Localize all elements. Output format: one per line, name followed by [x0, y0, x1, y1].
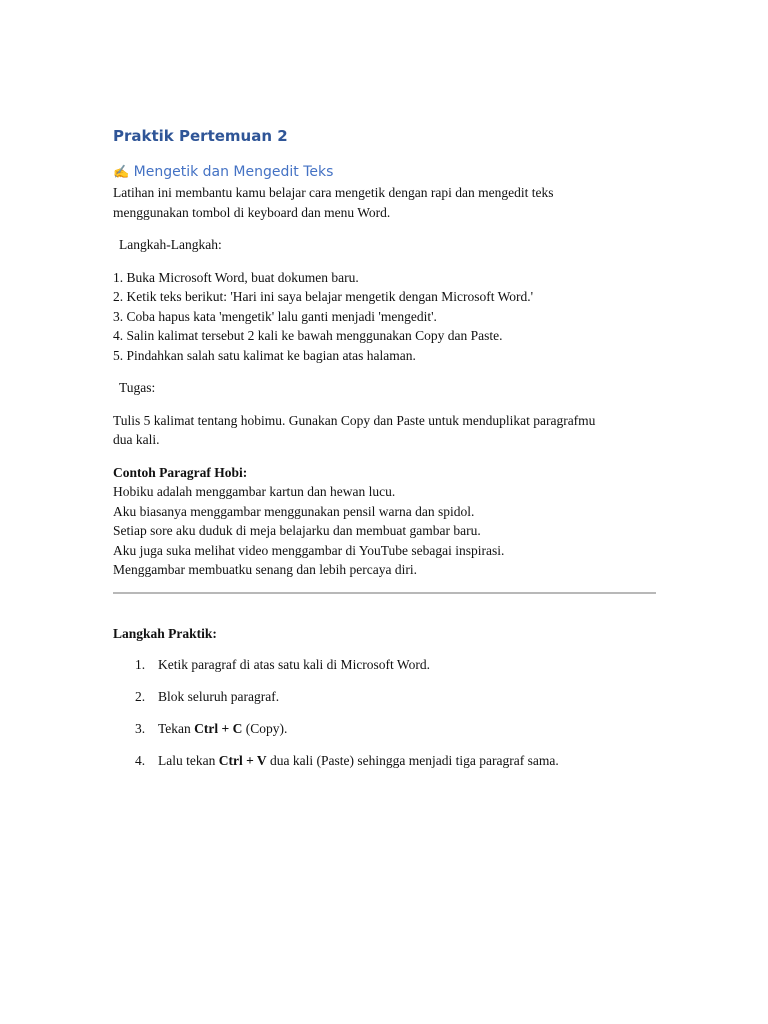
practice-step: [113, 751, 656, 783]
task-line-1: Tulis 5 kalimat tentang hobimu. Gunakan Copy dan Paste untuk menduplikat paragrafmu: [113, 412, 596, 428]
writing-hand-icon: ✍️: [113, 165, 130, 180]
steps-label: Langkah-Langkah:: [119, 237, 222, 252]
step-item: 5. Pindahkan salah satu kalimat ke bagian atas halaman.: [113, 347, 416, 363]
step-item: 1. Buka Microsoft Word, buat dokumen baru.: [113, 269, 359, 285]
intro-line-2: menggunakan tombol di keyboard dan menu Word.: [113, 204, 391, 220]
practice-steps-list: [113, 655, 656, 783]
example-line: Aku biasanya menggambar menggunakan pensil warna dan spidol.: [113, 503, 475, 519]
practice-step-text: Tekan: [158, 721, 195, 736]
example-line: Aku juga suka melihat video menggambar di YouTube sebagai inspirasi.: [113, 542, 505, 558]
practice-step-text: Lalu tekan: [158, 753, 219, 768]
practice-step: [113, 655, 656, 687]
example-line: Menggambar membuatku senang dan lebih percaya diri.: [113, 562, 418, 577]
practice-step: [113, 687, 656, 719]
practice-step: [113, 719, 656, 751]
practice-step-text: Ketik paragraf di atas satu kali di Microsoft Word.: [158, 657, 430, 672]
step-item: 3. Coba hapus kata 'mengetik' lalu ganti menjadi 'mengedit'.: [113, 308, 437, 324]
section-heading: [113, 161, 656, 183]
practice-step-number: 4.: [135, 753, 146, 768]
example-line: Hobiku adalah menggambar kartun dan hewan lucu.: [113, 484, 396, 499]
step-item: 2. Ketik teks berikut: 'Hari ini saya belajar mengetik dengan Microsoft Word.': [113, 289, 534, 304]
example-heading: Contoh Paragraf Hobi:: [113, 464, 248, 480]
task-line-2: dua kali.: [113, 432, 160, 447]
practice-step-number: 3.: [135, 721, 146, 736]
practice-step-number: 1.: [135, 657, 146, 672]
keyboard-shortcut: Ctrl + C: [194, 721, 243, 736]
practice-step-text: Blok seluruh paragraf.: [158, 689, 280, 704]
example-paragraph: [113, 482, 656, 580]
document-page: [113, 124, 656, 783]
steps-list: [113, 268, 656, 366]
practice-step-text-end: dua kali (Paste) sehingga menjadi tiga paragraf sama.: [266, 753, 559, 768]
step-item: 4. Salin kalimat tersebut 2 kali ke bawah menggunakan Copy dan Paste.: [113, 328, 503, 343]
task-label: Tugas:: [119, 380, 156, 395]
practice-step-number: 2.: [135, 689, 146, 704]
section-heading-text: Mengetik dan Mengedit Teks: [133, 164, 334, 180]
intro-line-1: Latihan ini membantu kamu belajar cara mengetik dengan rapi dan mengedit teks: [113, 185, 554, 200]
practice-step-text-end: (Copy).: [242, 721, 288, 736]
example-line: Setiap sore aku duduk di meja belajarku dan membuat gambar baru.: [113, 523, 481, 538]
document-title: Praktik Pertemuan 2: [113, 127, 288, 145]
keyboard-shortcut: Ctrl + V: [218, 753, 267, 768]
practice-heading: Langkah Praktik:: [113, 625, 217, 641]
